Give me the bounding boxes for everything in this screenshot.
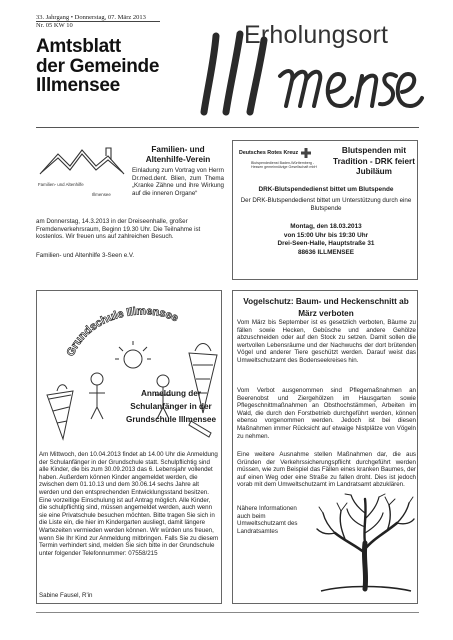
vogelschutz-info: Nähere Informationen auch beim Umweltschutzamt des Landratsamtes [237, 505, 298, 535]
drk-logo [239, 148, 327, 170]
publication-title-line: der Gemeinde [36, 55, 160, 77]
issue-rule [36, 21, 160, 22]
logo-caption: Familien- und Altenhilfe [38, 182, 84, 187]
publication-title-line: Illmensee [36, 75, 120, 96]
vogelschutz-article [232, 290, 418, 604]
drk-appointment-line: 88636 ILLMENSEE [297, 248, 355, 256]
vogelschutz-paragraph: Vom Verbot ausgenommen sind Pflegemaßnahmen an Beerenobst und Ziergehölzen im Hausgarten sowie Pflegeschnittmaßnahmen an Obsthochstämmen, Arbeiten im Wald, die durch den Forstbetrieb durchgeführt werden, können ebenso vorgenommen werden. Jedoch ist bei diesen Maßnahmen immer Rücksicht auf etwaige Nistplätze von Vögeln zu nehmen. [237, 387, 416, 440]
familien-invitation: Einladung zum Vortrag von Herrn Dr.med.dent. Blien, zum Thema „Kranke Zähne und ihre Wirkung auf die inneren Organe“ [132, 167, 224, 197]
grundschule-signature: Sabine Fausel, R'in [39, 592, 93, 599]
familien-signature: Familien- und Altenhilfe 3-Seen e.V. [36, 252, 135, 259]
drk-appointment-line: Montag, den 18.03.2013 [290, 223, 362, 230]
drk-appointment [239, 223, 413, 257]
illmensee-logo [196, 26, 426, 122]
school-arch-text: Grundschule Illmensee [64, 305, 180, 359]
familien-title: Familien- und Altenhilfe-Verein [145, 145, 211, 164]
grundschule-body: Am Mittwoch, den 10.04.2013 findet ab 14.00 Uhr die Anmeldung der Schulanfänger in der Grundschule statt. Schulpflichtig sind alle Kinder, die bis zum 30.09.2013 das 6. Lebensjahr vollendet haben. Außerdem können Kinder angemeldet werden, die zwischen dem 01.10.13 und dem 30.06.14 sechs Jahre alt werden und den entsprechenden Entwicklungsstand besitzen. Eine vorzeitige Einschulung ist auf Antrag möglich. Alle Kinder, die schulpflichtig sind, müssen angemeldet werden, auch wenn sie eine Privatschule besuchen möchten. Bitte tragen Sie sich in die Liste ein, die hier im Kindergarten ausliegt, damit längere Wartezeiten vermieden werden können. Wir würden uns freuen, wenn Sie Ihr Kind zur Anmeldung mitbringen. Falls Sie zu diesem Termin verhindert sind, melden Sie sich bitte in der Grundschule unter folgender Telefonnummer: 07558/215 [39, 451, 219, 557]
familien-details: am Donnerstag, 14.3.2013 in der Dreiseenhalle, großer Fremdenverkehrsraum, Beginn 19.30 Uhr. Die Teilnahme ist kostenlos. Wir freuen uns auf zahlreichen Besuch. [36, 218, 201, 241]
publication-title-line: Amtsblatt [36, 36, 121, 57]
vogelschutz-paragraph: Eine weitere Ausnahme stellen Maßnahmen dar, die aus Gründen der Verkehrssicherungspflicht durchgeführt werden müssen, wie zum Beispiel das Fällen eines kranken Baumes, der auf einen Weg oder eine Straße zu fallen droht. Dies ist jedoch vorab mit dem Umweltschutzamt im Landratsamt abzuklären. [237, 451, 416, 489]
drk-title: Blutspenden mit Tradition - DRK feiert Jubiläum [333, 146, 415, 176]
drk-logo-tagline: Blutspendedienst Baden-Württemberg - Hessen gemeinnützige Gesellschaft mbH [251, 161, 317, 170]
families-house-logo [36, 144, 130, 206]
masthead [0, 0, 453, 128]
vogelschutz-title: Vogelschutz: Baum- und Heckenschnitt ab März verboten [243, 297, 409, 318]
red-cross-icon [301, 148, 311, 158]
drk-logo-name: Deutsches Rotes Kreuz [239, 149, 299, 156]
drk-article [232, 140, 418, 280]
grundschule-article [36, 290, 222, 604]
drk-headline: DRK-Blutspendedienst bittet um Blutspende [258, 186, 394, 193]
subtitle-erholungsort: Erholungsort [244, 21, 389, 49]
page-bottom-rule [36, 612, 419, 613]
masthead-rule [36, 127, 419, 128]
vogelschutz-paragraph: Vom März bis September ist es gesetzlich verboten, Bäume zu fällen sowie Hecken, Gebüsche und andere Gehölze abzuschneiden oder auf den Stock zu setzen. Damit sollen die wertvollen Lebensräume und der Nachwuchs der dort brütenden Vögel und anderer Tiere geschützt werden. Darauf weist das Umweltschutzamt des Bodenseekreises hin. [237, 319, 416, 364]
publication-title [36, 37, 159, 96]
drk-appointment-line: Drei-Seen-Halle, Hauptstraße 31 [277, 240, 375, 248]
drk-subtext: Der DRK-Blutspendedienst bittet um Unterstützung durch eine Blutspende [240, 197, 412, 212]
grundschule-title: Anmeldung der Schulanfänger in der Grundschule Illmensee [125, 389, 217, 424]
issue-date-line: 33. Jahrgang • Donnerstag, 07. März 2013 [36, 14, 146, 21]
issue-number-line: Nr. 05 KW 10 [36, 22, 73, 29]
logo-subcaption: Illmensee [92, 192, 111, 197]
drk-appointment-line: von 15:00 Uhr bis 19:30 Uhr [283, 231, 369, 239]
issue-info [36, 14, 146, 30]
bare-tree-illustration [315, 493, 415, 597]
